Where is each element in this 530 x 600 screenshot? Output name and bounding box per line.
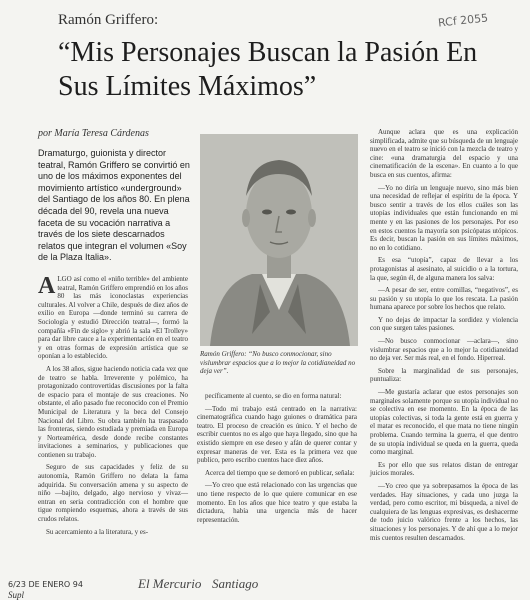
column-3-paragraph-4: —A pesar de ser, entre comillas, “negativos”, es su pasión y su utopía lo que los rescata. La pasión humana aparece por sobre los hechos que relato. <box>370 286 518 312</box>
column-3-paragraph-7: Sobre la marginalidad de sus personajes, puntualiza: <box>370 366 518 384</box>
column-1-paragraph-1-text: LGO así como el «niño terrible» del ambiente teatral, Ramón Griffero emprendió en los años 80 las más iconoclastas experiencias culturales. Al volver a Chile, después de diez años de exilio en Europa —donde terminó su carrera de Sociología y estudió Dirección teatral—, formó la compañía «Fin de siglo» y abrió la sala «El Trolley» para dar libre cauce a la experimentación en el teatro y en otras formas de expresión artística que se oponían a lo establecido. <box>38 275 188 361</box>
column-2-paragraph-2: —Todo mi trabajo está centrado en la narrativa: cinematográfica cuando hago guiones o dramática para teatro. El proceso de creación es único. Y el hecho de escribir cuentos no es algo que haya llegado, sino que ha existido siempre en ese deseo y afán de querer contar y expresar maneras de ver. Esta es la primera vez que publico, pero escribo cuentos hace diez años. <box>197 404 357 465</box>
column-1-paragraph-2: A los 38 años, sigue haciendo noticia cada vez que de teatro se habla. Irreverente y polémico, ha protagonizado controvertidas discusiones por la falta de espacio para el montaje de sus creaciones. No obstante, el año pasado fue reconocido con el Premio Municipal de Literatura y la beca del Consejo Nacional del Libro. Su obra también ha traspasado las fronteras, siendo estudiada y premiada en Europa y Norteamérica, desde donde recibe constantes invitaciones a seminarios, y publicaciones que contienen su trabajo. <box>38 364 188 459</box>
city-name: Santiago <box>212 576 259 591</box>
column-2-paragraph-3: Acerca del tiempo que se demoró en publicar, señala: <box>205 468 355 477</box>
clipping-section: Supl <box>8 590 25 600</box>
clipping-footer <box>0 570 530 600</box>
column-2-paragraph-1: pecíficamente al cuento, se dio en forma natural: <box>205 392 342 400</box>
article-headline: “Mis Personajes Buscan la Pasión En Sus Límites Máximos” <box>58 37 478 102</box>
article-column-1 <box>38 275 188 540</box>
column-3-paragraph-1: Aunque aclara que es una explicación simplificada, admite que su búsqueda de un lenguaje nuevo en el teatro se inició con la mezcla de teatro y cine: «una dramaturgia del espacio y una cinematificación de la escena». En cuanto a lo que busca en sus cuentos, afirma: <box>370 128 518 179</box>
column-3-paragraph-9: Es por ello que sus relatos distan de entregar juicios morales. <box>370 460 518 478</box>
newspaper-name: El Mercurio <box>138 576 202 591</box>
column-3-paragraph-2: —Yo no diría un lenguaje nuevo, sino más bien una necesidad de reflejar el espíritu de la época. Y busco sentir a través de los ellos cuáles son las utopías individuales que están funcionando en mi mente y en las pasiones de los personajes. Por eso en estos cuentos la mayoría son psicópatas utópicos. Es decir, buscan la pasión en sus límites máximos, no en lo cotidiano. <box>370 183 518 252</box>
column-1-paragraph-4: Su acercamiento a la literatura, y es- <box>46 527 149 536</box>
lead-paragraph: Dramaturgo, guionista y director teatral, Ramón Griffero se convirtió en uno de los máximos exponentes del movimiento artístico «underground» del Santiago de los años 80. En plena década del 90, revela una nueva faceta de su vocación narrativa a través de los siete descarnados relatos que integran el volumen «Soy de la Plaza Italia». <box>38 148 190 263</box>
column-3-paragraph-10: —Yo creo que ya sobrepasamos la época de las verdades. Hay situaciones, y cada uno juzga la verdad, pero como escritor, mi búsqueda, a nivel de cualquiera de las lenguas expresivas, es deshacerme de todo juicio valórico frente a los hechos, las situaciones y los personajes. Y de ahí que a lo mejor mis cuentos resulten descarnados. <box>370 481 518 542</box>
column-3-paragraph-6: —No busco conmocionar —aclara—, sino vislumbrar espacios que a lo mejor la cotidianeidad no deja ver. Ser más real, en el fondo. Hiperreal. <box>370 337 518 363</box>
author-photo <box>200 134 358 346</box>
article-column-3 <box>370 128 518 546</box>
column-3-paragraph-8: —Me gustaría aclarar que estos personajes son marginales solamente porque su utopía individual no se colectiva en ese momento. En la época de las utopías colectivas, si toda la gente está en guerra y el matar es reconocido, el que mata no tiene ningún problema. Cuando termina la guerra, el que dentro de su utopía individual se queda en la guerra, queda como marginal. <box>370 388 519 457</box>
article-column-2 <box>197 392 357 528</box>
column-1-paragraph-1 <box>38 275 188 361</box>
byline: por María Teresa Cárdenas <box>38 128 149 139</box>
column-3-paragraph-5: Y no dejas de impactar la sordidez y violencia con que surgen tales pasiones. <box>370 315 518 333</box>
archive-handwritten-mark: RCf 2055 <box>437 11 489 30</box>
column-1-paragraph-3: Seguro de sus capacidades y feliz de su autonomía, Ramón Griffero no delata la fama adquirida. Su conversación amena y su aspecto de niño —bajito, delgado, algo nervioso y vivaz— entran en seria contradicción con el hombre que tigue rompiendo esquemas, ahora a través de sus crudos relatos. <box>38 463 188 524</box>
column-2-paragraph-4: —Yo creo que está relacionado con las urgencias que uno tiene respecto de lo que quiere comunicar en ese momento. En los años que hice teatro y que estaba la dictadura, había una urgencia más de hacer representación. <box>197 481 357 524</box>
article-kicker: Ramón Griffero: <box>58 12 159 28</box>
drop-cap: A <box>38 273 56 299</box>
photo-caption: Ramón Griffero: “No busco conmocionar, sino vislumbrar espacios que a lo mejor la cotidianeidad no deja ver”. <box>200 350 356 376</box>
portrait-image <box>200 134 358 346</box>
clipping-date: 6/23 DE ENERO 94 <box>8 580 83 589</box>
column-3-paragraph-3: Es esa “utopía”, capaz de llevar a los protagonistas al asesinato, al suicidio o a la tortura, la que, según él, de alguna manera los salva: <box>370 256 518 282</box>
